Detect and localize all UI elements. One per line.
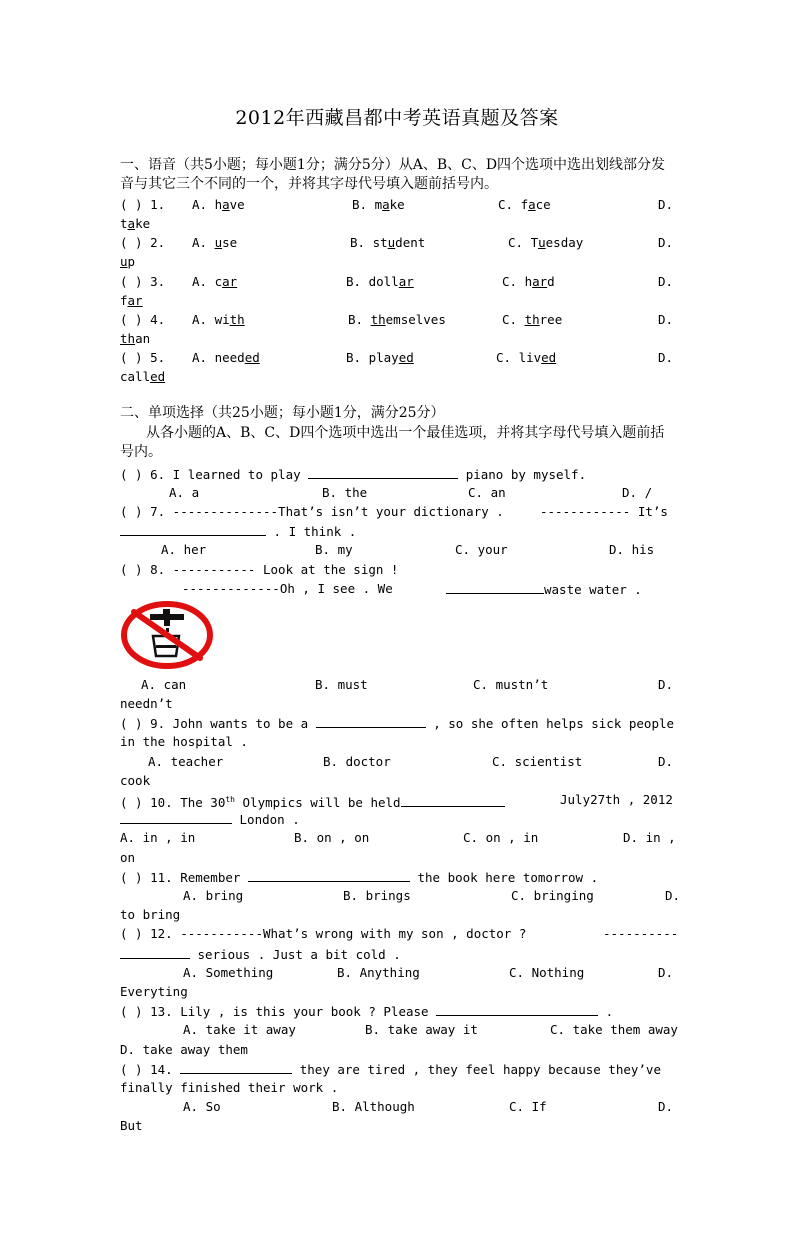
q7-stem-c-line xyxy=(120,523,356,540)
q10-option-d2: on xyxy=(120,850,136,865)
section1-heading-line2: 音与其它三个不同的一个，并将其字母代号填入题前括号内。 xyxy=(120,176,498,192)
word-part: p xyxy=(127,254,136,269)
q6-stem xyxy=(120,466,586,483)
q1-option-a xyxy=(192,197,245,213)
q10-superscript: th xyxy=(225,795,235,804)
q3-option-d xyxy=(120,293,143,309)
answer-bracket: ( ) xyxy=(120,350,143,365)
section2-instruction-line2: 号内。 xyxy=(120,444,162,460)
q8-option-d: needn’t xyxy=(120,696,173,711)
section2-instruction-line1: 从各小题的A、B、C、D四个选项中选出一个最佳选项，并将其字母代号填入题前括 xyxy=(146,425,665,441)
q14-option-c: C. If xyxy=(509,1099,547,1114)
q11-stem xyxy=(120,869,598,886)
q7-option-c: C. your xyxy=(455,542,508,557)
q9-option-a: A. teacher xyxy=(148,754,224,769)
q10-option-b: B. on , on xyxy=(294,830,370,845)
q14-option-a: A. So xyxy=(183,1099,221,1114)
word-part: ke xyxy=(389,197,405,212)
q6-blank xyxy=(308,466,458,479)
q14-option-b: B. Although xyxy=(332,1099,415,1114)
q3-prefix xyxy=(120,274,165,290)
question-number: 3. xyxy=(150,274,166,289)
word-part: dent xyxy=(395,235,426,250)
q12-blank xyxy=(120,946,190,959)
q11-option-b: B. brings xyxy=(343,888,411,903)
word-part: B. xyxy=(348,312,371,327)
q11-option-d: to bring xyxy=(120,907,181,922)
q3-option-b xyxy=(346,274,414,290)
q8-option-c: C. mustn’t xyxy=(473,677,549,692)
underlined-part: ar xyxy=(398,274,414,289)
q12-stem-b: ---------- xyxy=(603,926,679,941)
q3-option-d-label: D. xyxy=(658,274,674,289)
q11-stem-a: ( ) 11. Remember xyxy=(120,870,241,885)
underlined-part: u xyxy=(120,254,128,269)
q6-option-c: C. an xyxy=(468,485,506,500)
q5-option-d xyxy=(120,369,165,385)
word-part: f xyxy=(120,293,128,308)
q7-option-b: B. my xyxy=(315,542,353,557)
word-part: se xyxy=(222,235,238,250)
q1-option-d xyxy=(120,216,150,232)
q11-option-a: A. bring xyxy=(183,888,244,903)
q10-stem-c: July27th , 2012 xyxy=(560,792,673,807)
word-part: ree xyxy=(539,312,563,327)
word-part: d xyxy=(547,274,555,289)
q6-option-d: D. / xyxy=(622,485,653,500)
q1-prefix xyxy=(120,197,165,213)
q12-option-a: A. Something xyxy=(183,965,274,980)
word-part: C. f xyxy=(498,197,529,212)
word-part: an xyxy=(135,331,151,346)
word-part: A. xyxy=(192,235,215,250)
word-part: A. c xyxy=(192,274,223,289)
q10-option-d: D. in , xyxy=(623,830,676,845)
q7-option-a: A. her xyxy=(161,542,207,557)
underlined-part: ar xyxy=(222,274,238,289)
q7-option-d: D. his xyxy=(609,542,655,557)
q13-option-b: B. take away it xyxy=(365,1022,478,1037)
word-part: ke xyxy=(135,216,151,231)
q5-prefix xyxy=(120,350,165,366)
word-part: B. st xyxy=(350,235,388,250)
q7-stem-c: . I think . xyxy=(273,524,357,539)
q12-stem-c-line xyxy=(120,946,401,963)
word-part: A. h xyxy=(192,197,223,212)
q9-option-d: cook xyxy=(120,773,151,788)
q4-option-d xyxy=(120,331,150,347)
q13-stem-a: ( ) 13. Lily , is this your book ? Please xyxy=(120,1004,429,1019)
q2-option-d-label: D. xyxy=(658,235,674,250)
q14-stem-c: finally finished their work . xyxy=(120,1080,339,1095)
q2-option-d xyxy=(120,254,135,270)
q1-option-b xyxy=(352,197,405,213)
q10-stem-b: Olympics will be held xyxy=(235,795,401,811)
underlined-part: th xyxy=(370,312,386,327)
q6-option-b: B. the xyxy=(322,485,368,500)
underlined-part: u xyxy=(387,235,396,250)
q10-blank-2 xyxy=(120,811,232,824)
no-drinking-water-sign xyxy=(120,600,214,670)
word-part: ce xyxy=(535,197,551,212)
word-part: A. wi xyxy=(192,312,230,327)
q7-blank xyxy=(120,523,266,536)
question-number: 2. xyxy=(150,235,166,250)
word-part: C. h xyxy=(502,274,533,289)
word-part: C. xyxy=(502,312,525,327)
q6-stem-b: piano by myself. xyxy=(465,467,587,482)
q8-option-a: A. can xyxy=(141,677,187,692)
page-title: 2012年西藏昌都中考英语真题及答案 xyxy=(235,107,559,129)
q14-stem-b: they are tired , they feel happy because they’ve xyxy=(299,1062,661,1077)
underlined-part: ed xyxy=(398,350,414,365)
q6-option-a: A. a xyxy=(169,485,200,500)
q9-stem-b: , so she often helps sick people xyxy=(433,716,675,731)
q1-option-c xyxy=(498,197,551,213)
q9-stem-a: ( ) 9. John wants to be a xyxy=(120,716,309,731)
q12-option-d: Everyting xyxy=(120,984,188,999)
q2-option-b xyxy=(350,235,425,251)
underlined-part: ed xyxy=(150,369,166,384)
underlined-part: ar xyxy=(127,293,143,308)
q4-option-a xyxy=(192,312,245,328)
underlined-part: a xyxy=(382,197,390,212)
q10-stem-d-line xyxy=(120,811,300,828)
q5-option-c xyxy=(496,350,556,366)
q9-stem-c: in the hospital . xyxy=(120,734,248,749)
q10-option-c: C. on , in xyxy=(463,830,539,845)
word-part: B. doll xyxy=(346,274,399,289)
word-part: ve xyxy=(229,197,245,212)
word-part: C. liv xyxy=(496,350,542,365)
q14-option-d-label: D. xyxy=(658,1099,674,1114)
answer-bracket: ( ) xyxy=(120,274,143,289)
word-part: C. T xyxy=(508,235,539,250)
q13-blank xyxy=(436,1003,598,1016)
q5-option-d-label: D. xyxy=(658,350,674,365)
q8-option-b: B. must xyxy=(315,677,368,692)
q11-blank xyxy=(248,869,410,882)
q14-option-d: But xyxy=(120,1118,143,1133)
q13-stem xyxy=(120,1003,613,1020)
underlined-part: ed xyxy=(244,350,260,365)
word-part: t xyxy=(120,216,128,231)
q11-option-d-label: D. xyxy=(665,888,681,903)
q14-stem-a: ( ) 14. xyxy=(120,1062,173,1077)
q12-stem-a: ( ) 12. -----------What’s wrong with my son , doctor ? xyxy=(120,926,527,941)
q4-option-c xyxy=(502,312,562,328)
q10-stem-a: ( ) 10. The 30 xyxy=(120,795,226,811)
q13-option-c: C. take them away xyxy=(550,1022,678,1037)
q4-option-d-label: D. xyxy=(658,312,674,327)
q4-prefix xyxy=(120,312,165,328)
q14-blank xyxy=(180,1061,292,1074)
answer-bracket: ( ) xyxy=(120,312,143,327)
word-part: esday xyxy=(545,235,584,250)
underlined-part: a xyxy=(528,197,536,212)
underlined-part: a xyxy=(222,197,230,212)
underlined-part: ed xyxy=(541,350,557,365)
underlined-part: th xyxy=(229,312,245,327)
q9-blank xyxy=(316,715,426,728)
q7-stem-a: ( ) 7. --------------That’s isn’t your dictionary . xyxy=(120,504,504,519)
q7-stem-b: ------------ It’s xyxy=(540,504,668,519)
q12-option-d-label: D. xyxy=(658,965,674,980)
section1-heading-line1: 一、语音（共5小题；每小题1分；满分5分）从A、B、C、D四个选项中选出划线部分发 xyxy=(120,157,666,173)
q5-option-b xyxy=(346,350,414,366)
underlined-part: a xyxy=(127,216,136,231)
underlined-part: ar xyxy=(532,274,548,289)
q14-stem xyxy=(120,1061,661,1078)
underlined-part: u xyxy=(538,235,546,250)
underlined-part: u xyxy=(214,235,223,250)
q10-option-a: A. in , in xyxy=(120,830,196,845)
answer-bracket: ( ) xyxy=(120,235,143,250)
q3-option-c xyxy=(502,274,555,290)
q10-blank-1 xyxy=(401,794,505,807)
q4-option-b xyxy=(348,312,446,328)
q9-option-d-label: D. xyxy=(658,754,674,769)
underlined-part: th xyxy=(120,331,136,346)
q3-option-a xyxy=(192,274,237,290)
question-number: 1. xyxy=(150,197,166,212)
q6-stem-a: ( ) 6. I learned to play xyxy=(120,467,301,482)
q9-stem xyxy=(120,715,674,732)
q9-option-b: B. doctor xyxy=(323,754,391,769)
answer-bracket: ( ) xyxy=(120,197,143,212)
word-part: B. play xyxy=(346,350,399,365)
q8-option-d-label: D. xyxy=(658,677,674,692)
q2-prefix xyxy=(120,235,165,251)
q12-option-b: B. Anything xyxy=(337,965,420,980)
q2-option-c xyxy=(508,235,583,251)
q5-option-a xyxy=(192,350,260,366)
question-number: 4. xyxy=(150,312,166,327)
q8-stem-b1: -------------Oh , I see . We xyxy=(182,581,393,596)
q12-stem-c: serious . Just a bit cold . xyxy=(197,947,401,962)
q12-option-c: C. Nothing xyxy=(509,965,585,980)
q10-stem xyxy=(120,792,505,811)
word-part: A. need xyxy=(192,350,245,365)
q13-stem-b: . xyxy=(605,1004,614,1019)
q8-stem-b2: waste water . xyxy=(544,582,642,597)
question-number: 5. xyxy=(150,350,166,365)
q13-option-d: D. take away them xyxy=(120,1042,248,1057)
q8-stem-b2-line xyxy=(446,581,642,598)
q9-option-c: C. scientist xyxy=(492,754,583,769)
word-part: B. m xyxy=(352,197,383,212)
q10-stem-d: London . xyxy=(239,812,300,827)
underlined-part: th xyxy=(524,312,540,327)
q8-blank xyxy=(446,581,544,594)
q2-option-a xyxy=(192,235,237,251)
q1-option-d-label: D. xyxy=(658,197,674,212)
q8-stem-a: ( ) 8. ----------- Look at the sign ! xyxy=(120,562,399,577)
word-part: emselves xyxy=(385,312,446,327)
q13-option-a: A. take it away xyxy=(183,1022,296,1037)
word-part: call xyxy=(120,369,151,384)
q11-stem-b: the book here tomorrow . xyxy=(417,870,599,885)
section2-heading: 二、单项选择（共25小题；每小题1分，满分25分） xyxy=(120,405,445,421)
q11-option-c: C. bringing xyxy=(511,888,594,903)
